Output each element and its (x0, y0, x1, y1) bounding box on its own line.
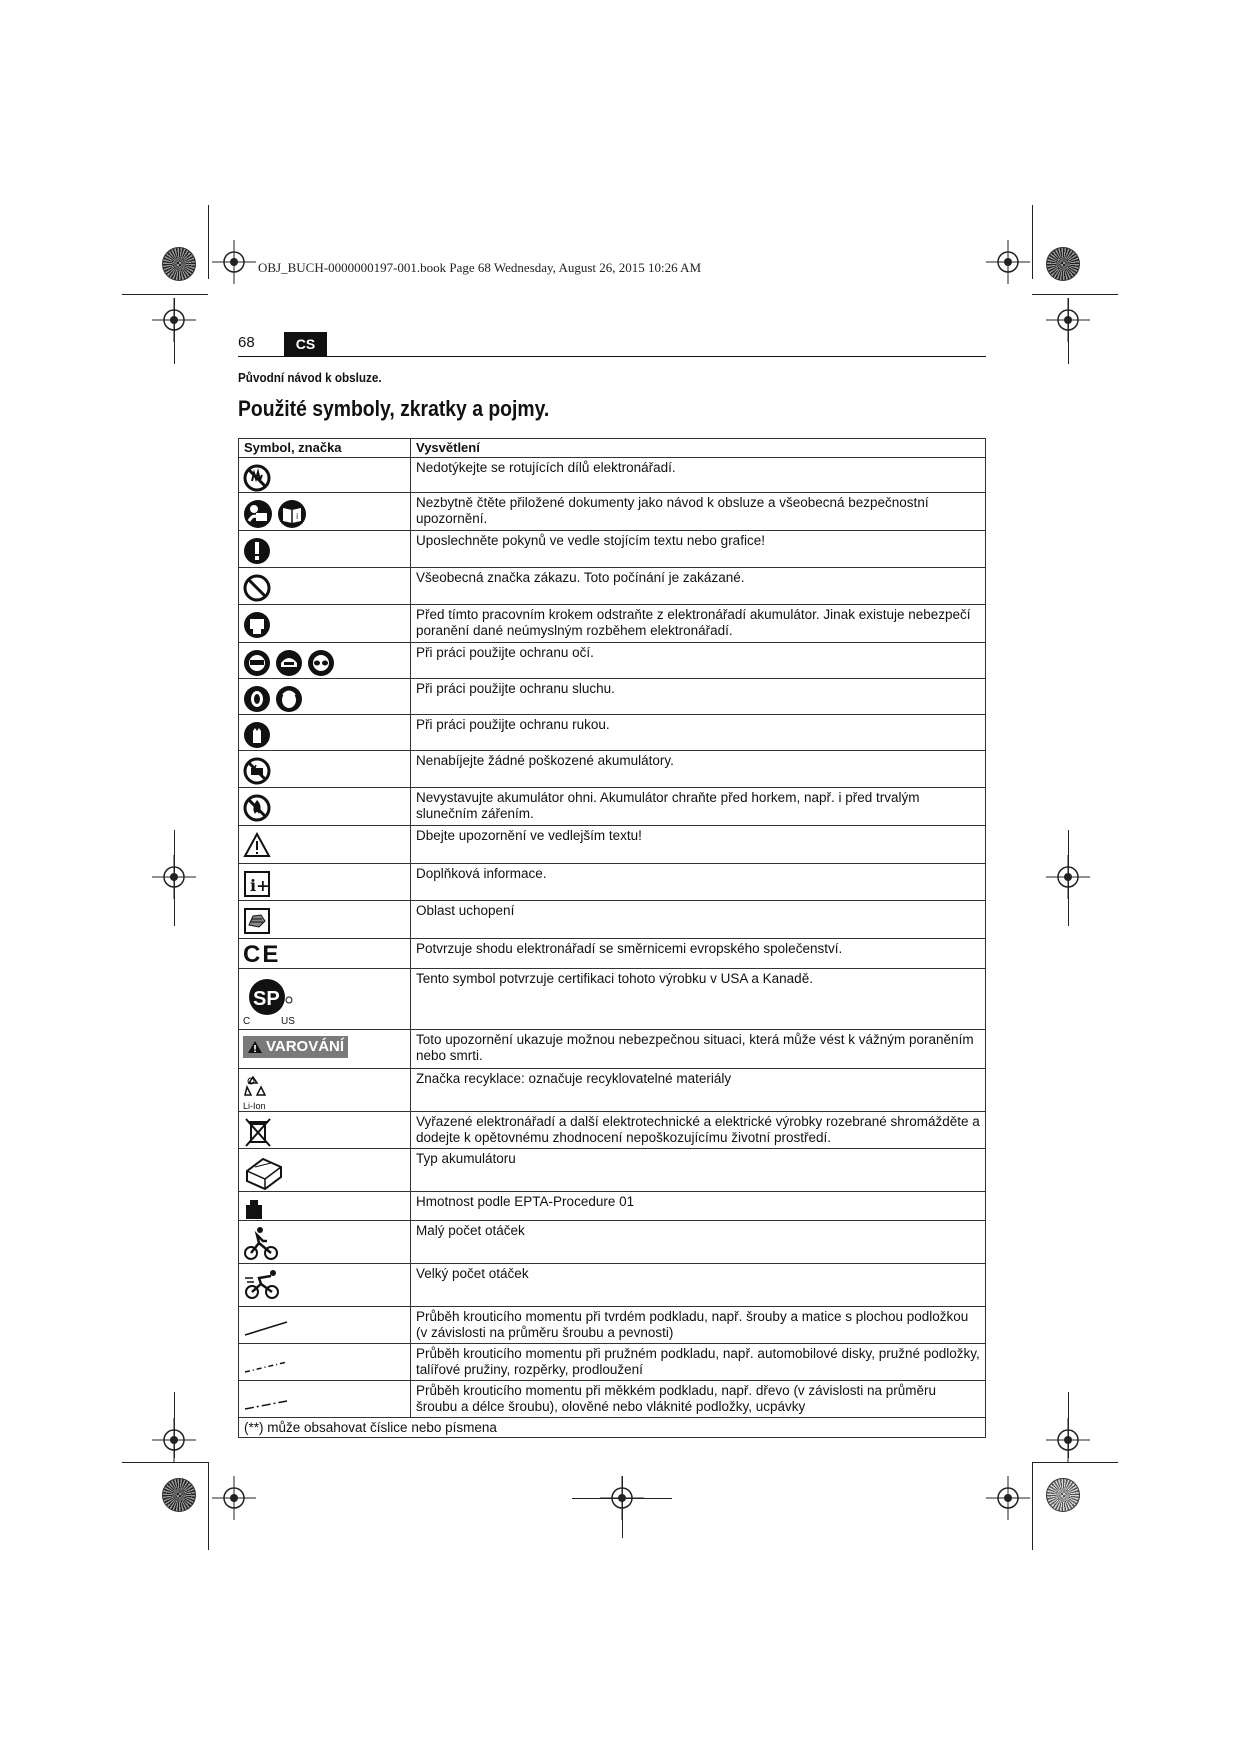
table-row (239, 969, 986, 1030)
table-row (239, 1030, 986, 1069)
row-text: Toto upozornění ukazuje možnou nebezpečnou situaci, která může vést k vážným poraněním nebo smrti. (411, 1030, 986, 1069)
row-text: Značka recyklace: označuje recyklovatelné materiály (411, 1069, 986, 1112)
recycling-li-ion-icon (243, 1073, 275, 1111)
print-header: OBJ_BUCH-0000000197-001.book Page 68 Wednesday, August 26, 2015 10:26 AM (258, 260, 702, 275)
table-row (239, 939, 986, 969)
table-row (239, 751, 986, 788)
warning-triangle-icon (243, 832, 271, 858)
color-rosette-icon (162, 1478, 196, 1512)
table-row (239, 788, 986, 826)
row-text: Uposlechněte pokynů ve vedle stojícím textu nebo grafice! (411, 531, 986, 568)
row-text: Průběh krouticího momentu při tvrdém podkladu, např. šrouby a matice s plochou podložkou (v závislosti na průměru šroubu a pevnosti) (411, 1307, 986, 1344)
row-text: Doplňková informace. (411, 864, 986, 901)
color-rosette-icon (162, 247, 196, 281)
prohibition-icon (243, 574, 271, 602)
remove-battery-icon (243, 611, 271, 639)
table-row (239, 1069, 986, 1112)
svg-text:Li-Ion: Li-Ion (243, 1101, 266, 1111)
row-text: Při práci použijte ochranu očí. (411, 643, 986, 679)
registration-mark-icon (986, 240, 1030, 284)
color-rosette-icon (1046, 1478, 1080, 1512)
warning-word: VAROVÁNÍ (266, 1038, 345, 1055)
table-row (239, 568, 986, 605)
svg-text:SP: SP (253, 988, 280, 1010)
warning-triangle-icon (247, 1040, 263, 1054)
table-row (239, 1307, 986, 1344)
table-row (239, 1344, 986, 1381)
csa-certification-icon (243, 975, 299, 1025)
svg-text:US: US (281, 1016, 295, 1025)
row-text: Při práci použijte ochranu sluchu. (411, 679, 986, 715)
header-explanation: Vysvětlení (411, 439, 986, 458)
row-text: Dbejte upozornění ve vedlejším textu! (411, 826, 986, 864)
warning-label-icon (243, 1036, 348, 1058)
eye-protection-icon (243, 649, 271, 677)
grip-area-icon (243, 907, 271, 935)
torque-hard-line-icon (243, 1319, 289, 1337)
torque-elastic-line-icon (243, 1356, 289, 1374)
row-text: Před tímto pracovním krokem odstraňte z elektronářadí akumulátor. Jinak existuje nebezpečí poranění dané neúmyslným rozběhem elektronářadí. (411, 605, 986, 643)
info-icon (243, 870, 271, 898)
row-text: Vyřazené elektronářadí a další elektrotechnické a elektrické výrobky rozebrané shromážděte a dodejte k opětovnému zhodnocení nepoškozujícímu životní prostředí. (411, 1112, 986, 1149)
color-rosette-icon (1046, 247, 1080, 281)
table-row (239, 493, 986, 531)
row-text: Velký počet otáček (411, 1264, 986, 1307)
mandatory-action-icon (243, 537, 271, 565)
svg-text:i: i (296, 512, 299, 521)
row-text: Při práci použijte ochranu rukou. (411, 715, 986, 751)
page-subtitle: Původní návod k obsluze. (238, 370, 382, 385)
header-rule (238, 356, 986, 357)
row-text: Tento symbol potvrzuje certifikaci tohoto výrobku v USA a Kanadě. (411, 969, 986, 1030)
manual-book-icon (277, 499, 307, 529)
page-number: 68 (238, 334, 255, 351)
table-row (239, 1221, 986, 1264)
table-row (239, 531, 986, 568)
no-touch-rotating-icon (243, 464, 271, 492)
row-text: Potvrzuje shodu elektronářadí se směrnicemi evropského společenství. (411, 939, 986, 969)
registration-mark-icon (986, 1476, 1030, 1520)
row-text: Nenabíjejte žádné poškozené akumulátory. (411, 751, 986, 788)
svg-text:i+: i+ (250, 876, 270, 895)
row-text: Typ akumulátoru (411, 1149, 986, 1192)
table-row (239, 679, 986, 715)
safety-goggles-icon (307, 649, 335, 677)
slow-cyclist-icon (243, 1225, 279, 1263)
header-symbol: Symbol, značka (239, 439, 411, 458)
no-fire-battery-icon (243, 794, 271, 822)
hand-protection-icon (243, 721, 271, 749)
table-row (239, 1112, 986, 1149)
table-row (239, 458, 986, 493)
registration-mark-icon (212, 240, 256, 284)
face-shield-icon (275, 649, 303, 677)
svg-text:C: C (243, 1016, 251, 1025)
row-text: Všeobecná značka zákazu. Toto počínání je zakázané. (411, 568, 986, 605)
weight-icon (243, 1198, 265, 1220)
ear-protection-icon (243, 685, 271, 713)
row-text: Hmotnost podle EPTA-Procedure 01 (411, 1192, 986, 1221)
fast-cyclist-icon (243, 1268, 283, 1302)
table-row (239, 605, 986, 643)
no-charging-damaged-battery-icon (243, 757, 271, 785)
battery-pack-icon (243, 1153, 285, 1191)
page-title: Použité symboly, zkratky a pojmy. (238, 396, 550, 421)
table-row (239, 1192, 986, 1221)
table-row (239, 1149, 986, 1192)
ear-muffs-icon (275, 685, 303, 713)
registration-mark-icon (212, 1476, 256, 1520)
language-badge: CS (284, 332, 327, 356)
table-footnote: (**) může obsahovat číslice nebo písmena (239, 1418, 986, 1438)
table-row (239, 715, 986, 751)
read-manual-icon (243, 499, 273, 529)
row-text: Nevystavujte akumulátor ohni. Akumulátor chraňte před horkem, např. i před trvalým slunečním zářením. (411, 788, 986, 826)
row-text: Malý počet otáček (411, 1221, 986, 1264)
symbols-table (238, 438, 986, 1438)
row-text: Oblast uchopení (411, 901, 986, 939)
table-footer-row (239, 1418, 986, 1438)
ce-mark-icon: CE (243, 941, 281, 968)
table-row (239, 901, 986, 939)
row-text: Průběh krouticího momentu při měkkém podkladu, např. dřevo (v závislosti na průměru šroubu a délce šroubu), olověné nebo vláknité podložky, ucpávky (411, 1381, 986, 1418)
row-text: Nedotýkejte se rotujících dílů elektronářadí. (411, 458, 986, 493)
table-row (239, 1264, 986, 1307)
crossed-bin-icon (243, 1116, 273, 1148)
table-row (239, 826, 986, 864)
table-row (239, 643, 986, 679)
table-header-row (239, 439, 986, 458)
row-text: Průběh krouticího momentu při pružném podkladu, např. automobilové disky, pružné podložky, talířové pružiny, rozpěrky, prodloužení (411, 1344, 986, 1381)
torque-soft-line-icon (243, 1393, 289, 1411)
table-row (239, 864, 986, 901)
row-text: Nezbytně čtěte přiložené dokumenty jako návod k obsluze a všeobecná bezpečnostní upozornění. (411, 493, 986, 531)
table-row (239, 1381, 986, 1418)
